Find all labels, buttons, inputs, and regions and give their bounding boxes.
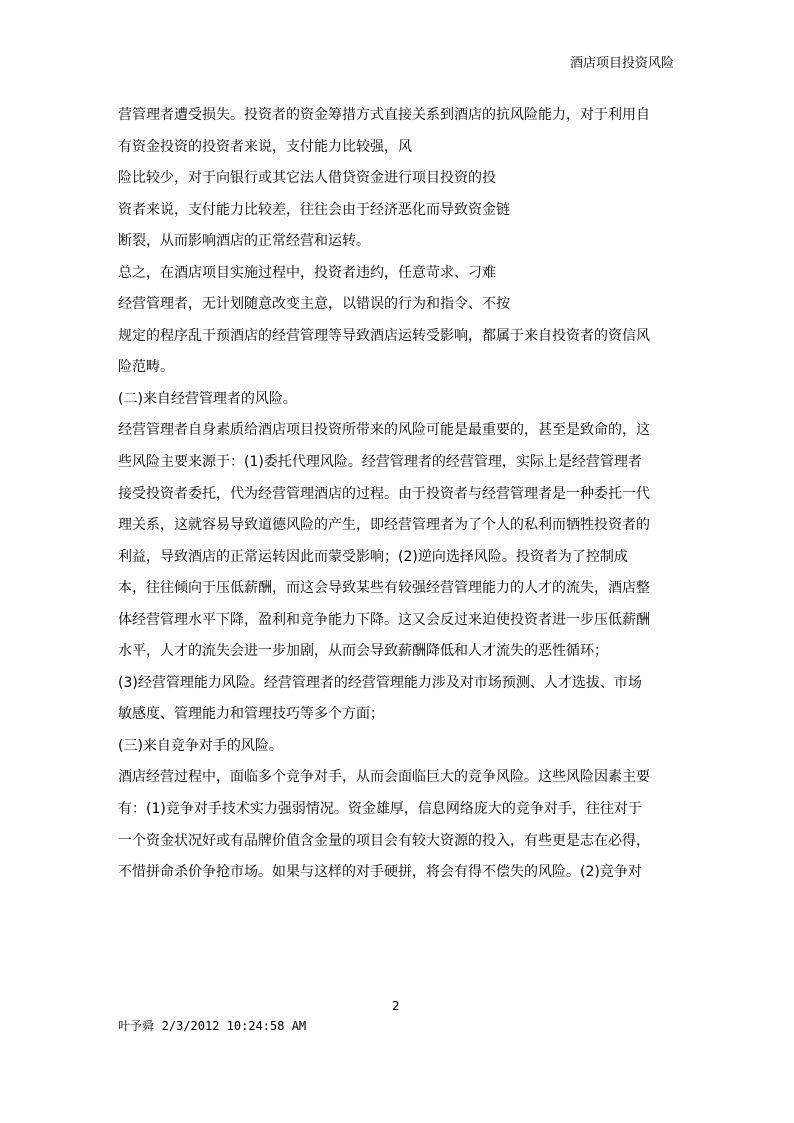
text-line: 不惜拼命杀价争抢市场。如果与这样的对手硬拼，将会有得不偿失的风险。(2)竞争对 bbox=[118, 864, 642, 881]
text-line: 敏感度、管理能力和管理技巧等多个方面； bbox=[118, 706, 384, 723]
page-number: 2 bbox=[392, 999, 400, 1013]
text-line: 体经营管理水平下降，盈利和竞争能力下降。这又会反过来迫使投资者进一步压低薪酬 bbox=[118, 611, 650, 628]
footer-datetime: 2/3/2012 10:24:58 AM bbox=[161, 1019, 307, 1033]
text-line: 有：(1)竞争对手技术实力强弱情况。资金雄厚，信息网络庞大的竞争对手，往往对于 bbox=[118, 801, 642, 818]
text-line: 利益，导致酒店的正常运转因此而蒙受影响；(2)逆向选择风险。投资者为了控制成 bbox=[118, 548, 628, 565]
text-line: 断裂，从而影响酒店的正常经营和运转。 bbox=[118, 233, 370, 250]
text-line: 经营管理者自身素质给酒店项目投资所带来的风险可能是最重要的，甚至是致命的，这 bbox=[118, 422, 650, 439]
text-line: 经营管理者，无计划随意改变主意，以错误的行为和指令、不按 bbox=[118, 296, 510, 313]
text-line: 水平，人才的流失会进一步加剧，从而会导致薪酬降低和人才流失的恶性循环； bbox=[118, 643, 608, 660]
text-line: 营管理者遭受损失。投资者的资金筹措方式直接关系到酒店的抗风险能力，对于利用自 bbox=[118, 107, 650, 123]
text-line: 理关系，这就容易导致道德风险的产生，即经营管理者为了个人的私利而牺牲投资者的 bbox=[118, 517, 650, 534]
footer-author: 叶予舜 bbox=[118, 1019, 155, 1033]
text-line: 有资金投资的投资者来说，支付能力比较强，风 bbox=[118, 138, 412, 155]
document-body bbox=[118, 100, 678, 889]
text-line: 总之，在酒店项目实施过程中，投资者违约，任意苛求、刁难 bbox=[118, 264, 496, 281]
text-line: 规定的程序乱干预酒店的经营管理等导致酒店运转受影响，都属于来自投资者的资信风 bbox=[118, 327, 650, 344]
section-heading: (二)来自经营管理者的风险。 bbox=[118, 390, 297, 407]
section-heading: (三)来自竞争对手的风险。 bbox=[118, 737, 283, 754]
text-line: 一个资金状况好或有品牌价值含金量的项目会有较大资源的投入，有些更是志在必得， bbox=[118, 832, 650, 849]
text-line: 接受投资者委托，代为经营管理酒店的过程。由于投资者与经营管理者是一种委托一代 bbox=[118, 485, 650, 502]
text-line: (3)经营管理能力风险。经营管理者的经营管理能力涉及对市场预测、人才选拔、市场 bbox=[118, 674, 642, 691]
text-line: 本，往往倾向于压低薪酬，而这会导致某些有较强经营管理能力的人才的流失，酒店整 bbox=[118, 580, 650, 597]
text-line: 险比较少，对于向银行或其它法人借贷资金进行项目投资的投 bbox=[118, 170, 496, 187]
running-header: 酒店项目投资风险 bbox=[569, 56, 674, 71]
footer bbox=[118, 1019, 306, 1033]
text-line: 险范畴。 bbox=[118, 359, 174, 376]
text-line: 些风险主要来源于：(1)委托代理风险。经营管理者的经营管理，实际上是经营管理者 bbox=[118, 454, 642, 471]
text-line: 资者来说，支付能力比较差，往往会由于经济恶化而导致资金链 bbox=[118, 201, 510, 218]
text-line: 酒店经营过程中，面临多个竞争对手，从而会面临巨大的竞争风险。这些风险因素主要 bbox=[118, 769, 650, 786]
